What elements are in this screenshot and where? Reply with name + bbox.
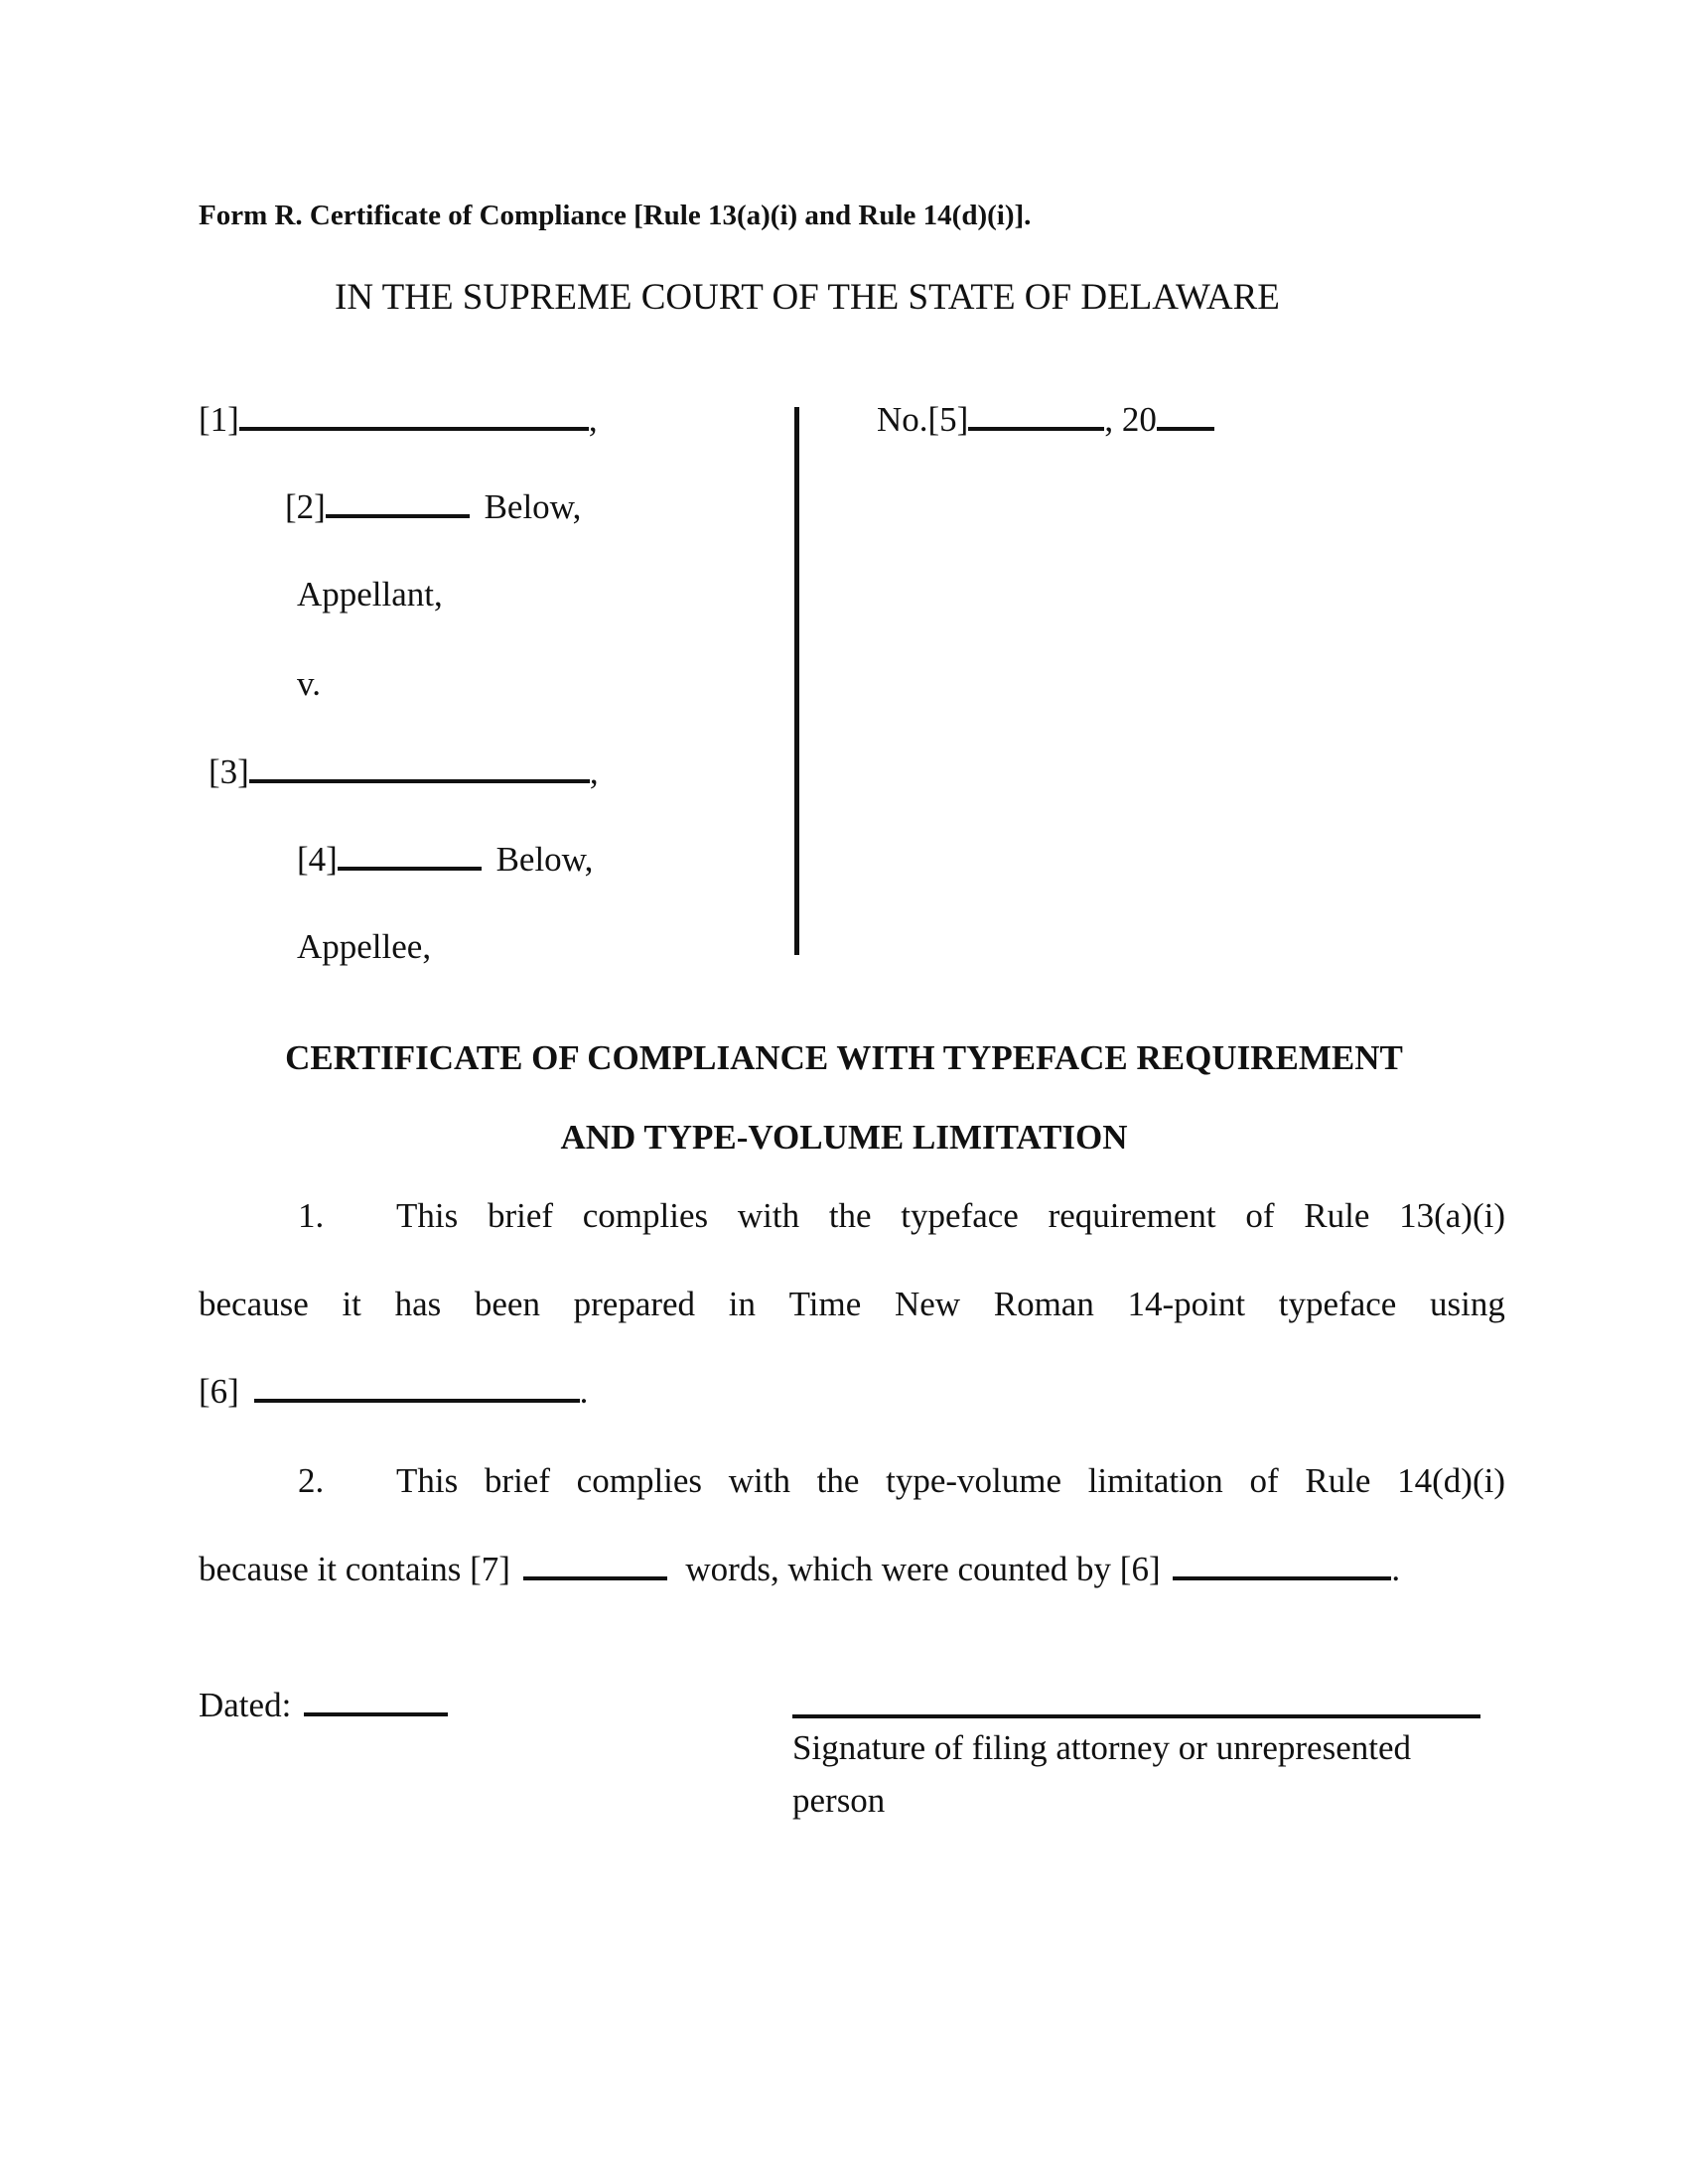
caption-court-below-2 — [297, 839, 593, 881]
caption-party-1 — [199, 399, 598, 441]
appellant-label: Appellant, — [297, 575, 443, 614]
paragraph-1-word: using — [1429, 1285, 1505, 1323]
paragraph-1-text: This brief complies with the typeface requirement of Rule 13(a)(i) — [396, 1196, 1505, 1235]
paragraph-1-word: Roman — [993, 1285, 1094, 1323]
paragraph-1-line-2 — [199, 1284, 1505, 1325]
field-4-label: [4] — [297, 840, 338, 879]
word-count-blank[interactable] — [523, 1576, 667, 1580]
paragraph-1-word: prepared — [573, 1285, 696, 1323]
below-label-1: Below, — [484, 487, 582, 526]
paragraph-1-line-2-words — [199, 1284, 1505, 1325]
field-3-blank[interactable] — [249, 779, 590, 783]
below-label-2: Below, — [495, 840, 594, 879]
case-no-blank[interactable] — [968, 427, 1104, 431]
signature-line[interactable] — [792, 1714, 1480, 1718]
paragraph-1-end: . — [579, 1372, 589, 1411]
paragraph-1-word: Time — [788, 1285, 862, 1323]
paragraph-2-end: . — [1391, 1550, 1401, 1588]
versus-label: v. — [297, 664, 321, 703]
counted-by-blank[interactable] — [1173, 1576, 1391, 1580]
paragraph-1-word: has — [394, 1285, 442, 1323]
field-3-label: [3] — [209, 752, 249, 791]
signature-caption-1: Signature of filing attorney or unrepresented — [792, 1728, 1411, 1767]
certificate-title-line-2: AND TYPE-VOLUME LIMITATION — [560, 1118, 1128, 1157]
paragraph-2-line-2 — [199, 1549, 1400, 1590]
dated-blank[interactable] — [304, 1712, 448, 1716]
caption-party-3 — [209, 751, 599, 793]
field-1-blank[interactable] — [239, 427, 589, 431]
field-1-label: [1] — [199, 400, 239, 439]
dated-label: Dated: — [199, 1686, 292, 1724]
field-2-label: [2] — [285, 487, 326, 526]
appellee-label: Appellee, — [297, 927, 432, 966]
signature-caption-2: person — [792, 1781, 886, 1820]
paragraph-1-line-3 — [199, 1371, 588, 1413]
year-blank[interactable] — [1157, 427, 1214, 431]
year-label: , 20 — [1104, 400, 1157, 439]
paragraph-1-word: been — [474, 1285, 540, 1323]
paragraph-2-number: 2. — [298, 1461, 325, 1500]
paragraph-2-start: because it contains [7] — [199, 1550, 510, 1588]
field-6-label: [6] — [199, 1372, 239, 1411]
dated-row — [199, 1685, 448, 1726]
caption-divider — [794, 407, 799, 955]
paragraph-1-number: 1. — [298, 1196, 325, 1235]
paragraph-1-word: because — [199, 1285, 309, 1323]
case-number — [877, 399, 1214, 441]
paragraph-2-mid: words, which were counted by [6] — [685, 1550, 1161, 1588]
court-heading: IN THE SUPREME COURT OF THE STATE OF DELAWARE — [335, 277, 1280, 318]
form-title: Form R. Certificate of Compliance [Rule 13(a)(i) and Rule 14(d)(i)]. — [199, 200, 1032, 231]
field-3-suffix: , — [589, 752, 599, 791]
paragraph-1-word: typeface — [1278, 1285, 1397, 1323]
field-6-blank[interactable] — [254, 1399, 580, 1403]
field-4-blank[interactable] — [338, 867, 482, 871]
paragraph-1-word: in — [728, 1285, 756, 1323]
field-1-suffix: , — [588, 400, 598, 439]
paragraph-1-word: 14-point — [1127, 1285, 1246, 1323]
field-2-blank[interactable] — [326, 514, 470, 518]
certificate-title-line-1: CERTIFICATE OF COMPLIANCE WITH TYPEFACE REQUIREMENT — [285, 1038, 1403, 1077]
paragraph-2-text: This brief complies with the type-volume limitation of Rule 14(d)(i) — [396, 1461, 1505, 1500]
paragraph-1-word: New — [894, 1285, 961, 1323]
caption-court-below-1 — [285, 486, 581, 528]
paragraph-1-word: it — [342, 1285, 361, 1323]
case-no-label: No.[5] — [877, 400, 969, 439]
